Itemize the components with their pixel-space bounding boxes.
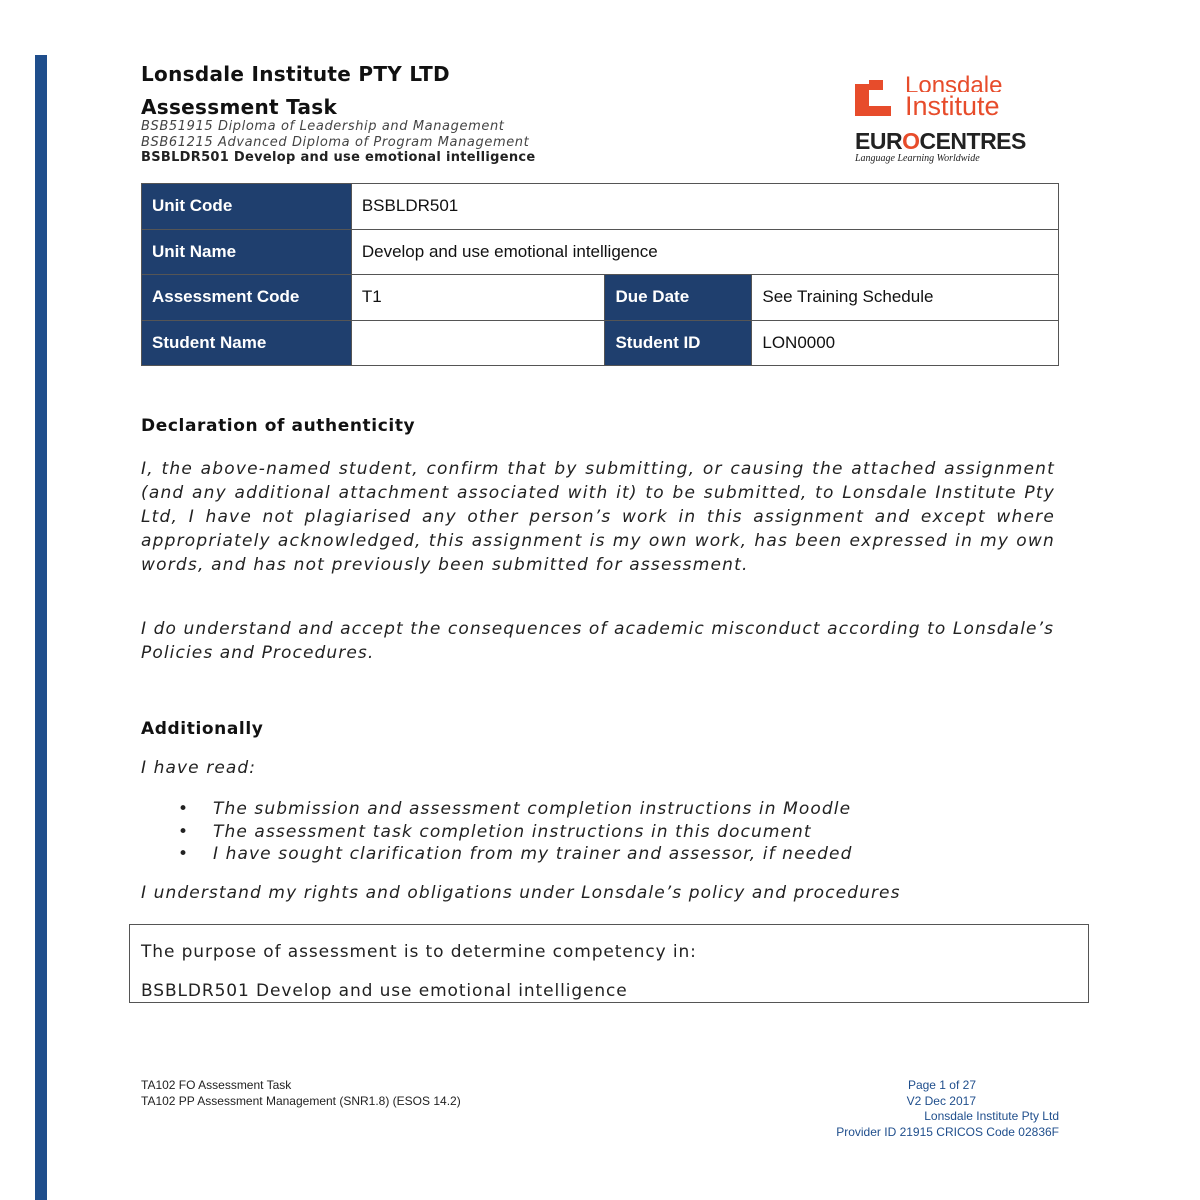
unit-title: BSBLDR501 Develop and use emotional intelligence [141, 150, 536, 165]
version: V2 Dec 2017 [906, 1093, 976, 1108]
unit-name-value: Develop and use emotional intelligence [351, 229, 1058, 275]
table-row [142, 229, 1059, 275]
list-item: • The assessment task completion instructions in this document [178, 821, 812, 842]
eurocentres-tagline: Language Learning Worldwide [855, 153, 980, 164]
footer-company: Lonsdale Institute Pty Ltd [924, 1109, 1059, 1123]
footer-right [836, 1078, 1059, 1140]
footer-left [141, 1078, 461, 1109]
eurocentres-wordmark: EUROCENTRES [855, 128, 1026, 154]
bullet-icon: • [178, 821, 190, 842]
list-item: • I have sought clarification from my trainer and assessor, if needed [178, 844, 853, 864]
misconduct-statement: I do understand and accept the consequences of academic misconduct according to Lonsdale’s Policies and Procedures. [141, 619, 1055, 663]
read-intro: I have read: [141, 758, 257, 778]
footer-provider: Provider ID 21915 CRICOS Code 02836F [836, 1124, 1059, 1139]
unit-code-label: Unit Code [142, 184, 352, 230]
page-number: Page 1 of 27 [907, 1078, 976, 1092]
org-name: Lonsdale Institute PTY LTD [141, 62, 450, 86]
logo-lonsdale-text: Lonsdale [905, 74, 1003, 92]
student-name-label: Student Name [142, 320, 352, 366]
purpose-unit: BSBLDR501 Develop and use emotional intelligence [141, 981, 628, 1001]
assessment-code-label: Assessment Code [142, 275, 352, 321]
assessment-info-table [141, 183, 1059, 366]
student-name-field[interactable] [351, 320, 605, 366]
lonsdale-logo-icon [855, 80, 891, 116]
table-row [142, 275, 1059, 321]
table-row [142, 184, 1059, 230]
bullet-icon: • [178, 844, 190, 864]
read-list [178, 798, 853, 866]
declaration-body: I, the above-named student, confirm that by submitting, or causing the attached assignment (and any additional attachment associated with it) to be submitted, to Lonsdale Institute Pty Ltd, I have not plagiarised any other person’s work in this assignment and except where appropriately acknowledged, this assignment is my own work, has been expressed in my own words, and has not previously been submitted for assessment. [141, 459, 1055, 575]
additionally-heading: Additionally [141, 719, 264, 739]
declaration-heading: Declaration of authenticity [141, 416, 416, 436]
left-accent-bar [35, 55, 47, 1200]
unit-code-value: BSBLDR501 [351, 184, 1058, 230]
rights-statement: I understand my rights and obligations under Lonsdale’s policy and procedures [141, 883, 901, 903]
logo-institute-text: Institute [905, 91, 1000, 121]
assessment-code-value: T1 [351, 275, 605, 321]
footer-form-code: TA102 FO Assessment Task [141, 1078, 292, 1092]
lonsdale-eurocentres-logo [855, 74, 1055, 170]
document-title: Assessment Task [141, 95, 338, 119]
bullet-icon: • [178, 799, 190, 819]
due-date-value: See Training Schedule [752, 275, 1059, 321]
student-id-label: Student ID [605, 320, 752, 366]
unit-name-label: Unit Name [142, 229, 352, 275]
qualification-2: BSB61215 Advanced Diploma of Program Management [141, 135, 530, 150]
student-id-value[interactable]: LON0000 [752, 320, 1059, 366]
table-row [142, 320, 1059, 366]
footer-policy-code: TA102 PP Assessment Management (SNR1.8) (ESOS 14.2) [141, 1093, 461, 1108]
purpose-box [129, 924, 1089, 1003]
due-date-label: Due Date [605, 275, 752, 321]
list-item: • The submission and assessment completion instructions in Moodle [178, 799, 852, 819]
purpose-intro: The purpose of assessment is to determine competency in: [141, 942, 697, 962]
qualification-1: BSB51915 Diploma of Leadership and Management [141, 119, 505, 134]
